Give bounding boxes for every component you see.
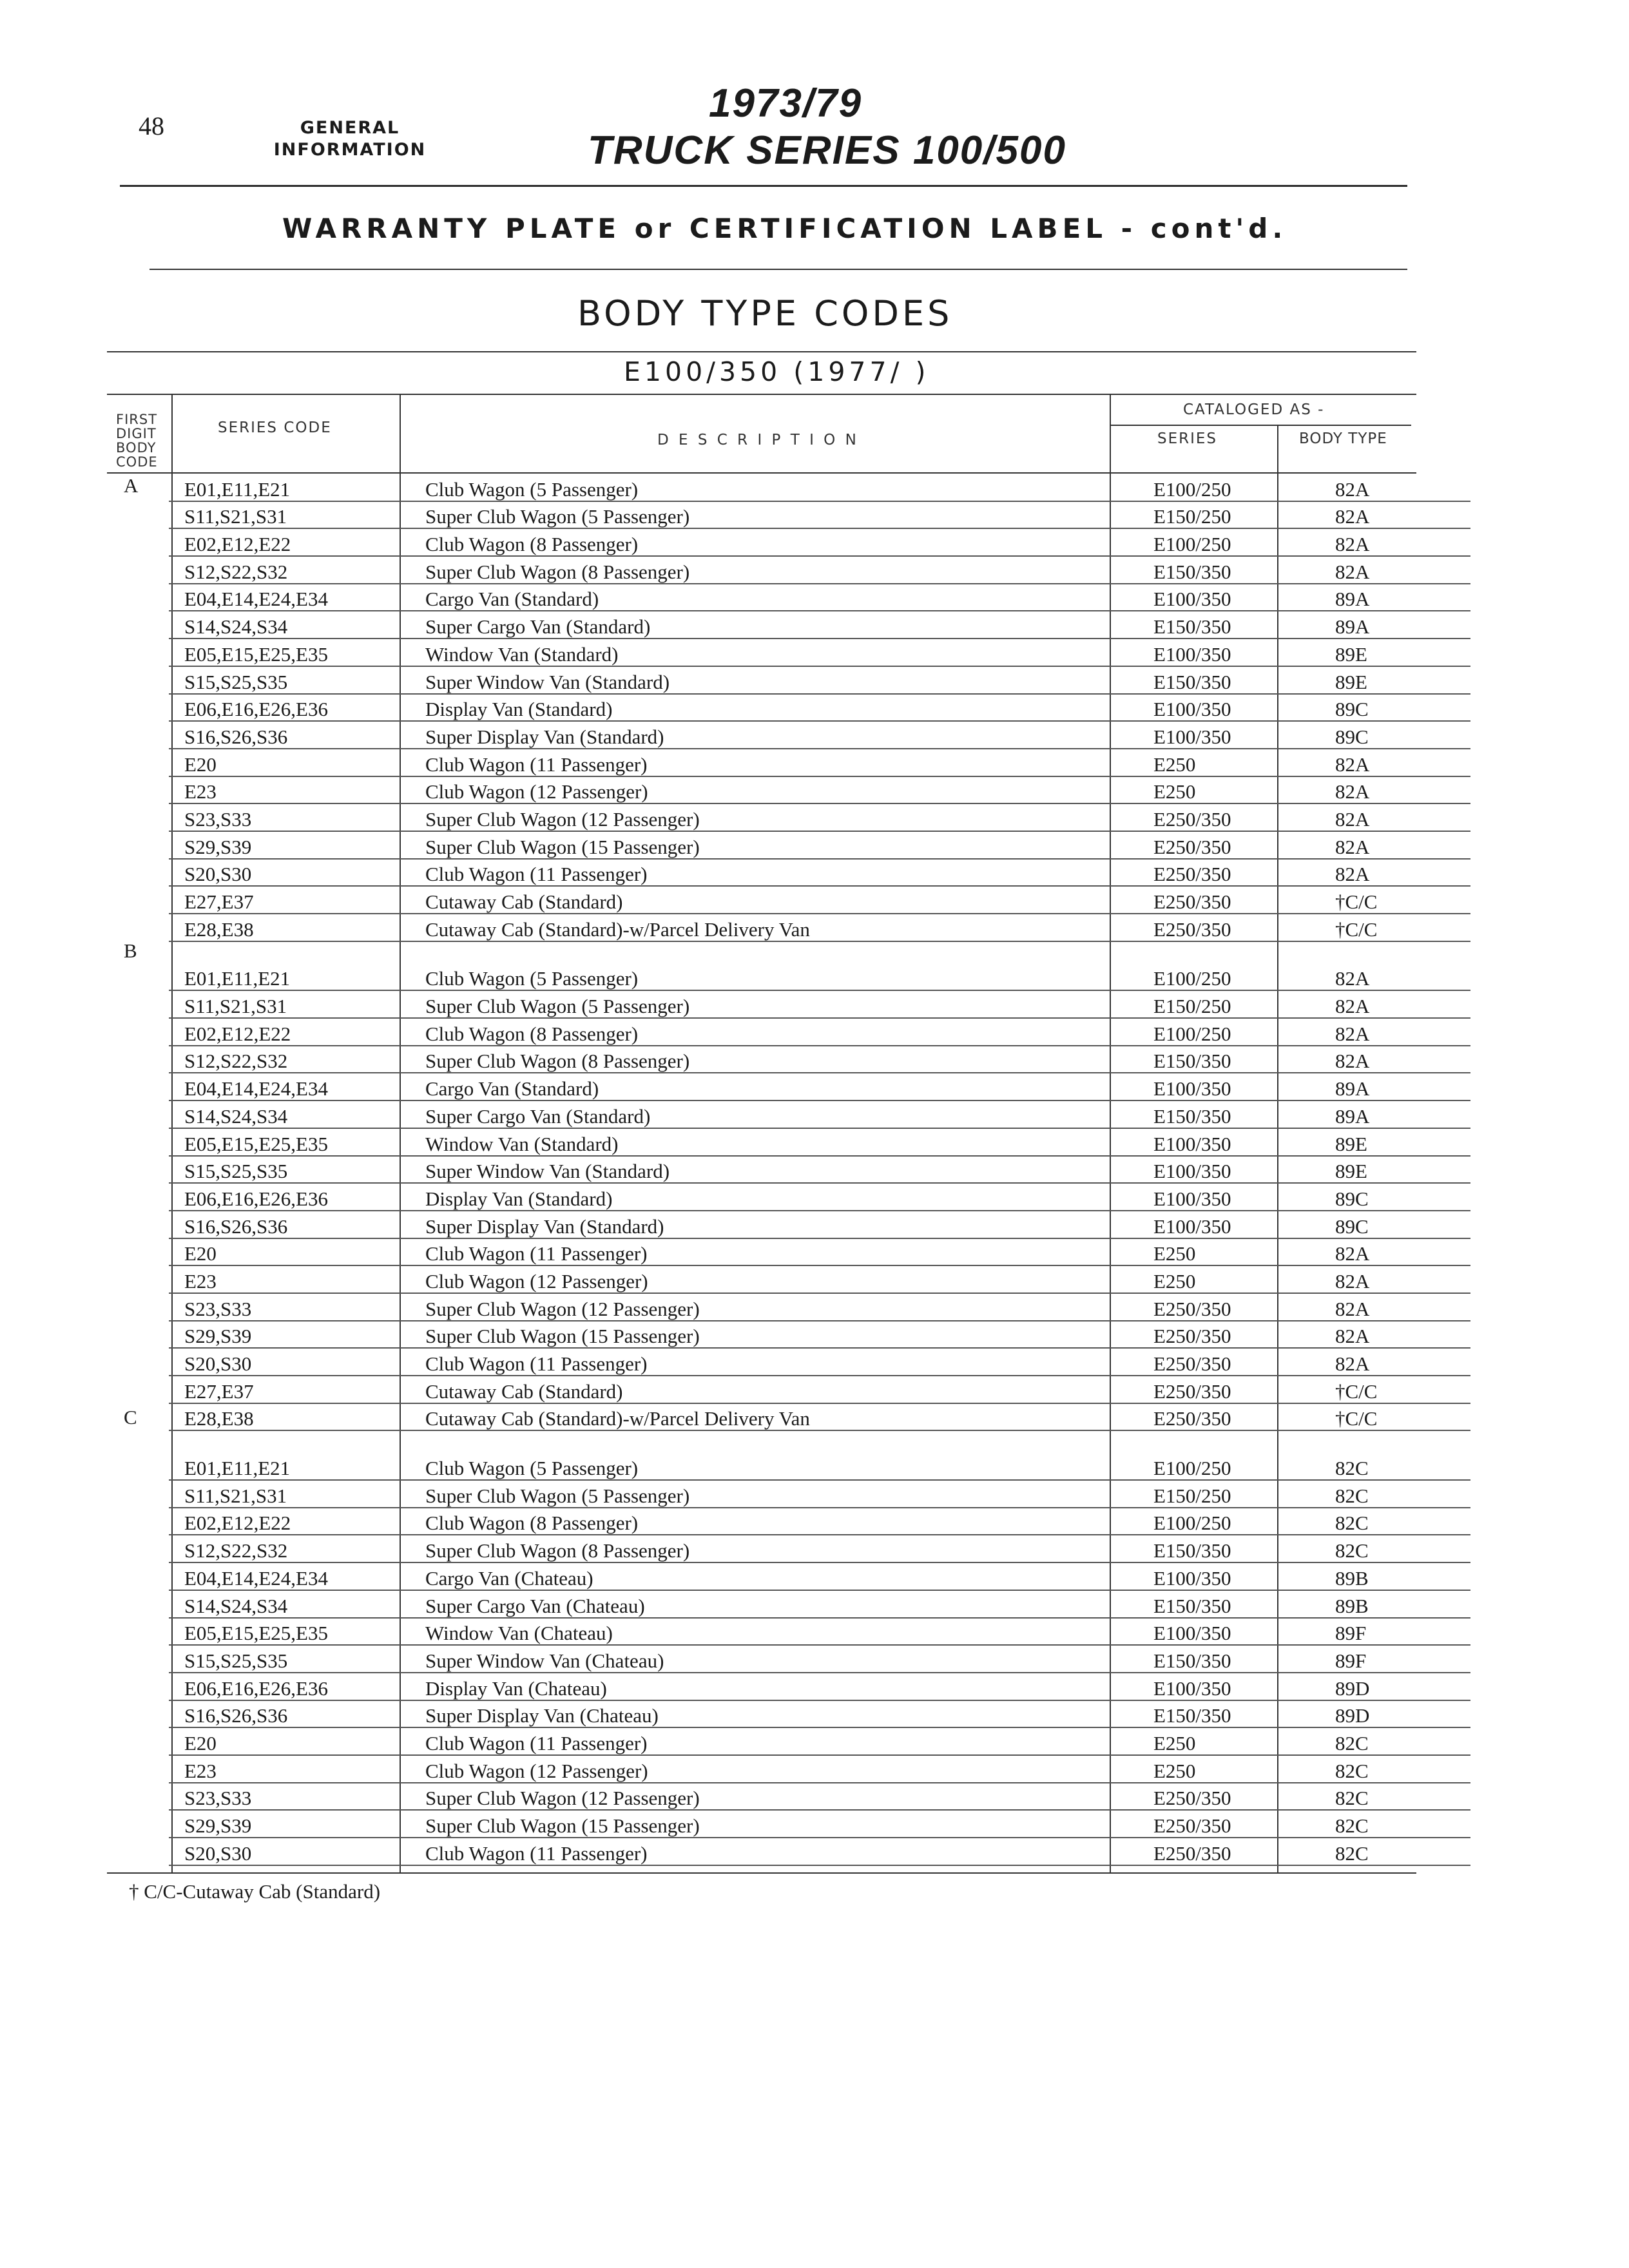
body-type-cell: 82A — [1321, 501, 1470, 529]
series-cell: E100/350 — [1132, 1673, 1321, 1700]
body-type-cell: 82A — [1321, 776, 1470, 804]
series-cell: E250 — [1132, 1727, 1321, 1755]
series-code-cell: S16,S26,S36 — [169, 721, 416, 749]
table-row — [169, 639, 1470, 666]
series-cell: E250/350 — [1132, 803, 1321, 831]
description-cell: Cutaway Cab (Standard)-w/Parcel Delivery Van — [416, 1403, 1132, 1431]
series-code-cell: E04,E14,E24,E34 — [169, 1073, 416, 1100]
table-row — [169, 964, 1470, 991]
body-type-cell: 89D — [1321, 1700, 1470, 1728]
body-type-cell: 89E — [1321, 639, 1470, 666]
body-type-cell: 82A — [1321, 831, 1470, 859]
table-row — [169, 1183, 1470, 1211]
description-cell: Super Window Van (Chateau) — [416, 1645, 1132, 1673]
table-row — [169, 721, 1470, 749]
body-type-cell: 89C — [1321, 721, 1470, 749]
group-code-c: C — [124, 1406, 137, 1428]
table-row — [169, 1348, 1470, 1376]
footnote: † C/C-Cutaway Cab (Standard) — [129, 1880, 381, 1903]
description-cell: Club Wagon (11 Passenger) — [416, 1348, 1132, 1376]
series-code-cell: S29,S39 — [169, 1321, 416, 1349]
series-cell: E100/350 — [1132, 721, 1321, 749]
body-type-cell: 89D — [1321, 1673, 1470, 1700]
description-cell: Club Wagon (8 Passenger) — [416, 1018, 1132, 1046]
table-row — [169, 694, 1470, 722]
series-code-cell: E23 — [169, 1755, 416, 1783]
description-cell: Club Wagon (11 Passenger) — [416, 749, 1132, 776]
series-code-header: SERIES CODE — [218, 419, 332, 436]
description-cell: Super Club Wagon (5 Passenger) — [416, 990, 1132, 1018]
group-code-b: B — [124, 939, 137, 962]
series-cell: E250/350 — [1132, 1403, 1321, 1431]
group-code-a: A — [124, 474, 139, 497]
description-cell: Super Club Wagon (8 Passenger) — [416, 1046, 1132, 1073]
description-cell: Club Wagon (11 Passenger) — [416, 1238, 1132, 1266]
series-cell: E100/250 — [1132, 474, 1321, 501]
series-code-cell: S15,S25,S35 — [169, 1156, 416, 1184]
series-code-cell: S29,S39 — [169, 831, 416, 859]
description-cell: Super Display Van (Chateau) — [416, 1700, 1132, 1728]
subtitle-rule — [107, 394, 1416, 395]
body-type-cell: 89A — [1321, 1073, 1470, 1100]
series-cell: E150/350 — [1132, 1046, 1321, 1073]
series-code-cell: E05,E15,E25,E35 — [169, 1618, 416, 1646]
series-cell: E250 — [1132, 776, 1321, 804]
series-cell: E100/250 — [1132, 1018, 1321, 1046]
body-type-cell: 82A — [1321, 1238, 1470, 1266]
series-code-cell: S14,S24,S34 — [169, 1100, 416, 1128]
table-row — [169, 1700, 1470, 1728]
description-cell: Window Van (Chateau) — [416, 1618, 1132, 1646]
description-cell: Super Club Wagon (12 Passenger) — [416, 803, 1132, 831]
description-cell: Super Cargo Van (Chateau) — [416, 1590, 1132, 1618]
series-code-cell: E01,E11,E21 — [169, 474, 416, 501]
body-type-cell: 82C — [1321, 1783, 1470, 1811]
series-cell: E150/250 — [1132, 501, 1321, 529]
body-type-cell: 89C — [1321, 694, 1470, 722]
description-cell: Display Van (Standard) — [416, 1183, 1132, 1211]
description-cell: Super Club Wagon (15 Passenger) — [416, 831, 1132, 859]
first-digit-header: FIRST DIGIT BODY CODE — [116, 412, 158, 470]
series-code-cell: S16,S26,S36 — [169, 1700, 416, 1728]
description-cell: Club Wagon (11 Passenger) — [416, 1838, 1132, 1865]
series-code-cell: S14,S24,S34 — [169, 1590, 416, 1618]
series-code-cell: E02,E12,E22 — [169, 1018, 416, 1046]
series-code-cell: E01,E11,E21 — [169, 1453, 416, 1480]
series-cell: E250 — [1132, 1265, 1321, 1293]
table-row — [169, 1403, 1470, 1431]
body-type-cell: 82C — [1321, 1810, 1470, 1838]
series-cell: E250/350 — [1132, 1348, 1321, 1376]
series-cell: E100/250 — [1132, 964, 1321, 991]
table-row — [169, 1046, 1470, 1073]
table-row — [169, 1453, 1470, 1480]
description-cell: Cutaway Cab (Standard)-w/Parcel Delivery Van — [416, 914, 1132, 941]
table-row — [169, 776, 1470, 804]
series-cell: E100/350 — [1132, 694, 1321, 722]
series-code-cell: S11,S21,S31 — [169, 501, 416, 529]
series-code-cell: E27,E37 — [169, 886, 416, 914]
body-type-cell: 89A — [1321, 611, 1470, 639]
section-label — [263, 117, 437, 161]
series-cell: E250/350 — [1132, 859, 1321, 887]
table-row — [169, 1838, 1470, 1865]
table-row — [169, 914, 1470, 941]
table-row — [169, 1211, 1470, 1238]
table-row — [169, 749, 1470, 776]
body-type-cell: 82A — [1321, 556, 1470, 584]
table-row — [169, 1073, 1470, 1100]
body-type-cell: 82A — [1321, 1348, 1470, 1376]
series-code-cell: S12,S22,S32 — [169, 1535, 416, 1562]
body-type-cell: †C/C — [1321, 1403, 1470, 1431]
cataloged-rule — [1110, 425, 1411, 426]
series-cell: E150/350 — [1132, 666, 1321, 694]
series-cell: E250 — [1132, 749, 1321, 776]
description-cell: Cargo Van (Chateau) — [416, 1562, 1132, 1590]
series-code-cell: E01,E11,E21 — [169, 964, 416, 991]
body-type-header: BODY TYPE — [1299, 430, 1387, 447]
series-cell: E250/350 — [1132, 1376, 1321, 1403]
series-cell: E150/350 — [1132, 1645, 1321, 1673]
series-cell: E150/350 — [1132, 611, 1321, 639]
table-row — [169, 666, 1470, 694]
series-cell: E250/350 — [1132, 886, 1321, 914]
series-header: SERIES — [1157, 430, 1218, 447]
table-row — [169, 1590, 1470, 1618]
series-code-cell: S23,S33 — [169, 803, 416, 831]
description-cell: Super Club Wagon (12 Passenger) — [416, 1293, 1132, 1321]
group-separator — [169, 941, 1470, 964]
body-type-cell: 82C — [1321, 1755, 1470, 1783]
body-type-cell: 82A — [1321, 1293, 1470, 1321]
series-code-cell: S20,S30 — [169, 1838, 416, 1865]
table-row — [169, 474, 1470, 501]
body-type-cell: 82A — [1321, 803, 1470, 831]
series-cell: E100/250 — [1132, 1508, 1321, 1535]
series-code-cell: E20 — [169, 1238, 416, 1266]
table-row — [169, 1128, 1470, 1156]
series-cell: E250 — [1132, 1238, 1321, 1266]
section-label-line2: INFORMATION — [273, 140, 427, 160]
table-row — [169, 1755, 1470, 1783]
series-cell: E150/350 — [1132, 1590, 1321, 1618]
description-cell: Super Window Van (Standard) — [416, 666, 1132, 694]
table-row — [169, 1562, 1470, 1590]
series-cell: E100/350 — [1132, 1073, 1321, 1100]
body-type-cell: 89E — [1321, 1128, 1470, 1156]
table-row — [169, 1810, 1470, 1838]
body-type-cell: 82A — [1321, 528, 1470, 556]
series-cell: E100/350 — [1132, 1156, 1321, 1184]
series-code-cell: S12,S22,S32 — [169, 1046, 416, 1073]
series-cell: E100/350 — [1132, 584, 1321, 611]
title-rule — [107, 351, 1416, 352]
series-cell: E100/350 — [1132, 1618, 1321, 1646]
description-header: D E S C R I P T I O N — [657, 432, 859, 448]
table-row — [169, 1238, 1470, 1266]
table-row — [169, 990, 1470, 1018]
series-code-cell: S23,S33 — [169, 1783, 416, 1811]
table-row — [169, 831, 1470, 859]
table-row — [169, 1018, 1470, 1046]
body-type-cell: 89A — [1321, 1100, 1470, 1128]
description-cell: Super Cargo Van (Standard) — [416, 611, 1132, 639]
description-cell: Cutaway Cab (Standard) — [416, 886, 1132, 914]
body-type-cell: 82C — [1321, 1453, 1470, 1480]
body-type-cell: 82C — [1321, 1480, 1470, 1508]
description-cell: Club Wagon (5 Passenger) — [416, 1453, 1132, 1480]
section-title: BODY TYPE CODES — [577, 293, 953, 334]
table-row — [169, 1376, 1470, 1403]
series-cell: E150/350 — [1132, 1100, 1321, 1128]
body-type-cell: 82C — [1321, 1535, 1470, 1562]
table-row — [169, 556, 1470, 584]
series-cell: E250/350 — [1132, 1293, 1321, 1321]
series-code-cell: E02,E12,E22 — [169, 528, 416, 556]
table-row — [169, 1265, 1470, 1293]
cataloged-as-header: CATALOGED AS - — [1183, 401, 1325, 418]
description-cell: Club Wagon (8 Passenger) — [416, 1508, 1132, 1535]
description-cell: Club Wagon (5 Passenger) — [416, 474, 1132, 501]
description-cell: Window Van (Standard) — [416, 1128, 1132, 1156]
subtitle: E100/350 (1977/ ) — [624, 356, 930, 387]
description-cell: Club Wagon (11 Passenger) — [416, 1727, 1132, 1755]
series-code-cell: E27,E37 — [169, 1376, 416, 1403]
description-cell: Cargo Van (Standard) — [416, 584, 1132, 611]
body-type-cell: †C/C — [1321, 1376, 1470, 1403]
series-cell: E150/350 — [1132, 1700, 1321, 1728]
description-cell: Super Club Wagon (15 Passenger) — [416, 1321, 1132, 1349]
body-type-cell: 89A — [1321, 584, 1470, 611]
series-code-cell: E23 — [169, 776, 416, 804]
description-cell: Cargo Van (Standard) — [416, 1073, 1132, 1100]
series-cell: E100/350 — [1132, 639, 1321, 666]
body-type-cell: †C/C — [1321, 914, 1470, 941]
body-type-cell: 82A — [1321, 1321, 1470, 1349]
description-cell: Club Wagon (12 Passenger) — [416, 776, 1132, 804]
series-code-cell: E04,E14,E24,E34 — [169, 584, 416, 611]
header-bottom-rule — [107, 472, 1416, 474]
series-code-cell: S14,S24,S34 — [169, 611, 416, 639]
description-cell: Club Wagon (5 Passenger) — [416, 964, 1132, 991]
body-type-cell: 82A — [1321, 859, 1470, 887]
series-code-cell: S20,S30 — [169, 859, 416, 887]
body-type-table — [169, 474, 1470, 1866]
series-code-cell: S11,S21,S31 — [169, 990, 416, 1018]
description-cell: Super Club Wagon (5 Passenger) — [416, 501, 1132, 529]
description-cell: Super Display Van (Standard) — [416, 1211, 1132, 1238]
series-code-cell: E06,E16,E26,E36 — [169, 1673, 416, 1700]
table-bottom-rule — [107, 1872, 1416, 1874]
table-row — [169, 501, 1470, 529]
description-cell: Super Window Van (Standard) — [416, 1156, 1132, 1184]
table-row — [169, 528, 1470, 556]
series-code-cell: E28,E38 — [169, 914, 416, 941]
body-type-cell: †C/C — [1321, 886, 1470, 914]
table-row — [169, 859, 1470, 887]
body-type-cell: 82C — [1321, 1727, 1470, 1755]
body-type-cell: 89C — [1321, 1211, 1470, 1238]
description-cell: Club Wagon (12 Passenger) — [416, 1265, 1132, 1293]
series-code-cell: S23,S33 — [169, 1293, 416, 1321]
body-type-cell: 89E — [1321, 666, 1470, 694]
series-code-cell: S16,S26,S36 — [169, 1211, 416, 1238]
table-row — [169, 1100, 1470, 1128]
table-row — [169, 584, 1470, 611]
group-separator-cell — [169, 1430, 1470, 1453]
description-cell: Club Wagon (12 Passenger) — [416, 1755, 1132, 1783]
description-cell: Super Club Wagon (15 Passenger) — [416, 1810, 1132, 1838]
description-cell: Club Wagon (8 Passenger) — [416, 528, 1132, 556]
series-code-cell: S11,S21,S31 — [169, 1480, 416, 1508]
table-row — [169, 1293, 1470, 1321]
series-code-cell: S29,S39 — [169, 1810, 416, 1838]
series-code-cell: S12,S22,S32 — [169, 556, 416, 584]
description-cell: Super Club Wagon (8 Passenger) — [416, 556, 1132, 584]
body-type-cell: 89E — [1321, 1156, 1470, 1184]
table-row — [169, 886, 1470, 914]
section-label-line1: GENERAL — [300, 118, 400, 138]
description-cell: Super Display Van (Standard) — [416, 721, 1132, 749]
header-rule — [120, 185, 1407, 187]
series-code-cell: E20 — [169, 749, 416, 776]
series-cell: E100/350 — [1132, 1128, 1321, 1156]
series-code-cell: S20,S30 — [169, 1348, 416, 1376]
body-type-cell: 82A — [1321, 1018, 1470, 1046]
table-row — [169, 1727, 1470, 1755]
table-row — [169, 1508, 1470, 1535]
description-cell: Super Club Wagon (8 Passenger) — [416, 1535, 1132, 1562]
body-type-cell: 82A — [1321, 990, 1470, 1018]
body-type-cell: 89F — [1321, 1618, 1470, 1646]
table-row — [169, 1321, 1470, 1349]
series-cell: E250/350 — [1132, 1321, 1321, 1349]
body-type-cell: 82A — [1321, 1265, 1470, 1293]
warranty-rule — [149, 269, 1407, 270]
description-cell: Super Club Wagon (5 Passenger) — [416, 1480, 1132, 1508]
body-type-cell: 82A — [1321, 749, 1470, 776]
title-series: TRUCK SERIES 100/500 — [588, 128, 1066, 173]
body-type-cell: 82C — [1321, 1508, 1470, 1535]
body-type-cell: 82A — [1321, 1046, 1470, 1073]
series-code-cell: E28,E38 — [169, 1403, 416, 1431]
series-code-cell: E04,E14,E24,E34 — [169, 1562, 416, 1590]
series-code-cell: E20 — [169, 1727, 416, 1755]
description-cell: Cutaway Cab (Standard) — [416, 1376, 1132, 1403]
description-cell: Super Cargo Van (Standard) — [416, 1100, 1132, 1128]
group-separator — [169, 1430, 1470, 1453]
body-type-cell: 82C — [1321, 1838, 1470, 1865]
series-cell: E250/350 — [1132, 831, 1321, 859]
series-cell: E100/350 — [1132, 1183, 1321, 1211]
series-cell: E250 — [1132, 1755, 1321, 1783]
table-row — [169, 1618, 1470, 1646]
series-cell: E150/250 — [1132, 990, 1321, 1018]
table-row — [169, 803, 1470, 831]
description-cell: Display Van (Standard) — [416, 694, 1132, 722]
series-code-cell: E05,E15,E25,E35 — [169, 1128, 416, 1156]
body-type-cell: 82A — [1321, 474, 1470, 501]
series-cell: E100/350 — [1132, 1211, 1321, 1238]
body-type-cell: 89B — [1321, 1562, 1470, 1590]
warranty-heading: WARRANTY PLATE or CERTIFICATION LABEL - cont'd. — [282, 213, 1287, 244]
table-row — [169, 1535, 1470, 1562]
page-number: 48 — [139, 111, 164, 140]
table-row — [169, 1645, 1470, 1673]
series-cell: E100/250 — [1132, 528, 1321, 556]
table-row — [169, 1783, 1470, 1811]
series-cell: E250/350 — [1132, 914, 1321, 941]
series-cell: E250/350 — [1132, 1783, 1321, 1811]
series-code-cell: S15,S25,S35 — [169, 1645, 416, 1673]
series-cell: E250/350 — [1132, 1838, 1321, 1865]
series-cell: E150/350 — [1132, 1535, 1321, 1562]
series-code-cell: E06,E16,E26,E36 — [169, 694, 416, 722]
series-code-cell: E23 — [169, 1265, 416, 1293]
description-cell: Window Van (Standard) — [416, 639, 1132, 666]
series-code-cell: E05,E15,E25,E35 — [169, 639, 416, 666]
series-code-cell: S15,S25,S35 — [169, 666, 416, 694]
body-type-cell: 89C — [1321, 1183, 1470, 1211]
series-code-cell: E06,E16,E26,E36 — [169, 1183, 416, 1211]
table-row — [169, 1480, 1470, 1508]
table-row — [169, 1156, 1470, 1184]
series-code-cell: E02,E12,E22 — [169, 1508, 416, 1535]
table-row — [169, 1673, 1470, 1700]
description-cell: Super Club Wagon (12 Passenger) — [416, 1783, 1132, 1811]
description-cell: Display Van (Chateau) — [416, 1673, 1132, 1700]
body-type-cell: 89B — [1321, 1590, 1470, 1618]
description-cell: Club Wagon (11 Passenger) — [416, 859, 1132, 887]
table-row — [169, 611, 1470, 639]
body-type-cell: 89F — [1321, 1645, 1470, 1673]
title-years: 1973/79 — [709, 81, 863, 126]
series-cell: E150/250 — [1132, 1480, 1321, 1508]
series-cell: E250/350 — [1132, 1810, 1321, 1838]
series-cell: E100/350 — [1132, 1562, 1321, 1590]
series-cell: E150/350 — [1132, 556, 1321, 584]
group-separator-cell — [169, 941, 1470, 964]
body-type-cell: 82A — [1321, 964, 1470, 991]
series-cell: E100/250 — [1132, 1453, 1321, 1480]
